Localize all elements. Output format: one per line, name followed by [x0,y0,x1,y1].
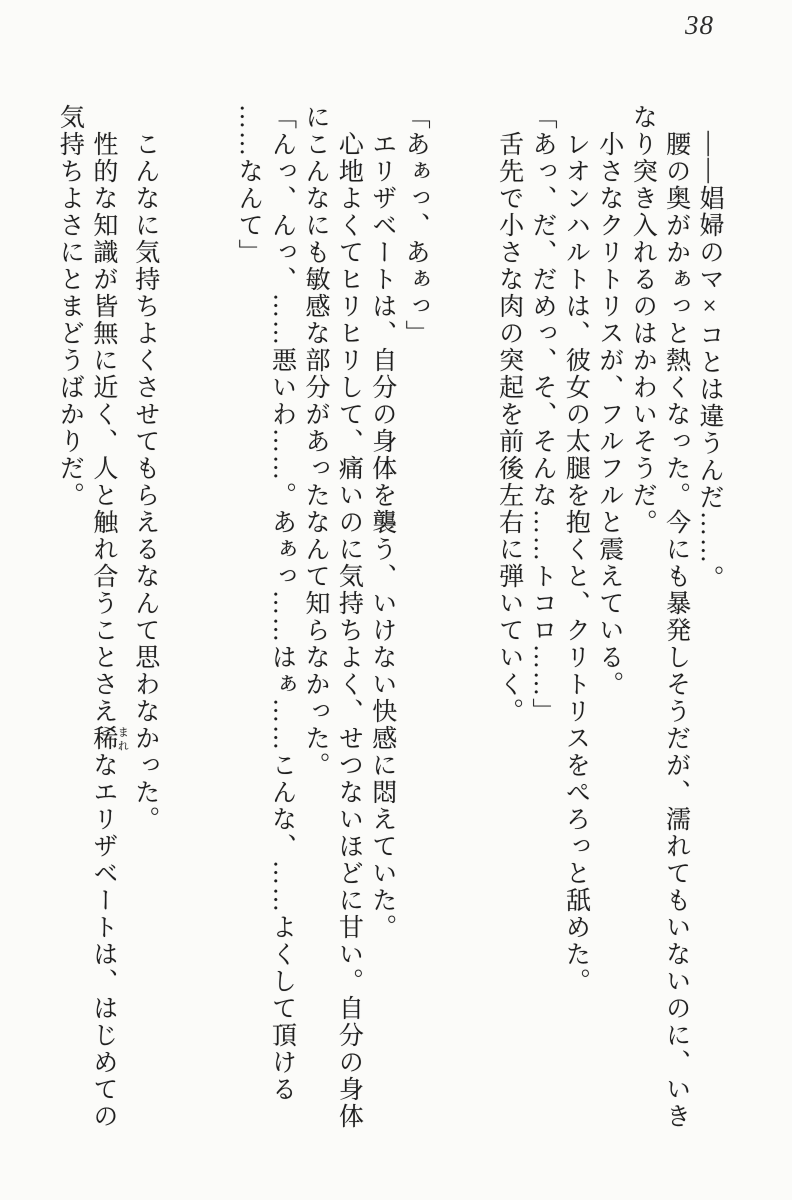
text-line: にこんなにも敏感な部分があったなんて知らなかった。 [301,104,329,779]
text-line: 気持ちよさにとまどうばかりだ。 [56,104,84,509]
vertical-text-area [53,104,726,1140]
text-line: 心地よくてヒリヒリして、痛いのに気持ちよく、せつないほどに甘い。自分の身体 [335,131,363,1130]
text-line: 「あっ、だ、だめっ、そ、そんな……トコロ……」 [528,104,556,725]
text-line: 舌先で小さな肉の突起を前後左右に弾いていく。 [495,131,523,725]
text-line: エリザベートは、自分の身体を襲う、いけない快感に悶えていた。 [368,131,396,941]
page-number: 38 [685,10,714,40]
text-line: レオンハルトは、彼女の太腿を抱くと、クリトリスをぺろっと舐めた。 [562,131,590,995]
text-line: こんなに気持ちよくさせてもらえるなんて思わなかった。 [131,131,159,833]
text-line: 腰の奥がかぁっと熱くなった。今にも暴発しそうだが、濡れてもいないのに、いき [662,131,690,1130]
text-line: 小さなクリトリスが、フルフルと震えている。 [595,131,623,698]
text-line: ……なんて」 [235,104,263,266]
text-line: 「んっ、んっ、……悪いわ……。あぁっ……はぁ……こんな、……よくして頂ける [268,104,296,1103]
text-line: 性的な知識が皆無に近く、人と触れ合うことさえ稀 まれなエリザベートは、はじめての [89,131,129,1130]
text-line: なり突き入れるのはかわいそうだ。 [629,104,657,536]
text-line: ――娼婦のマ×コとは違うんだ……。 [696,131,723,592]
text-line: 「あぁっ、あぁっ」 [402,104,430,347]
